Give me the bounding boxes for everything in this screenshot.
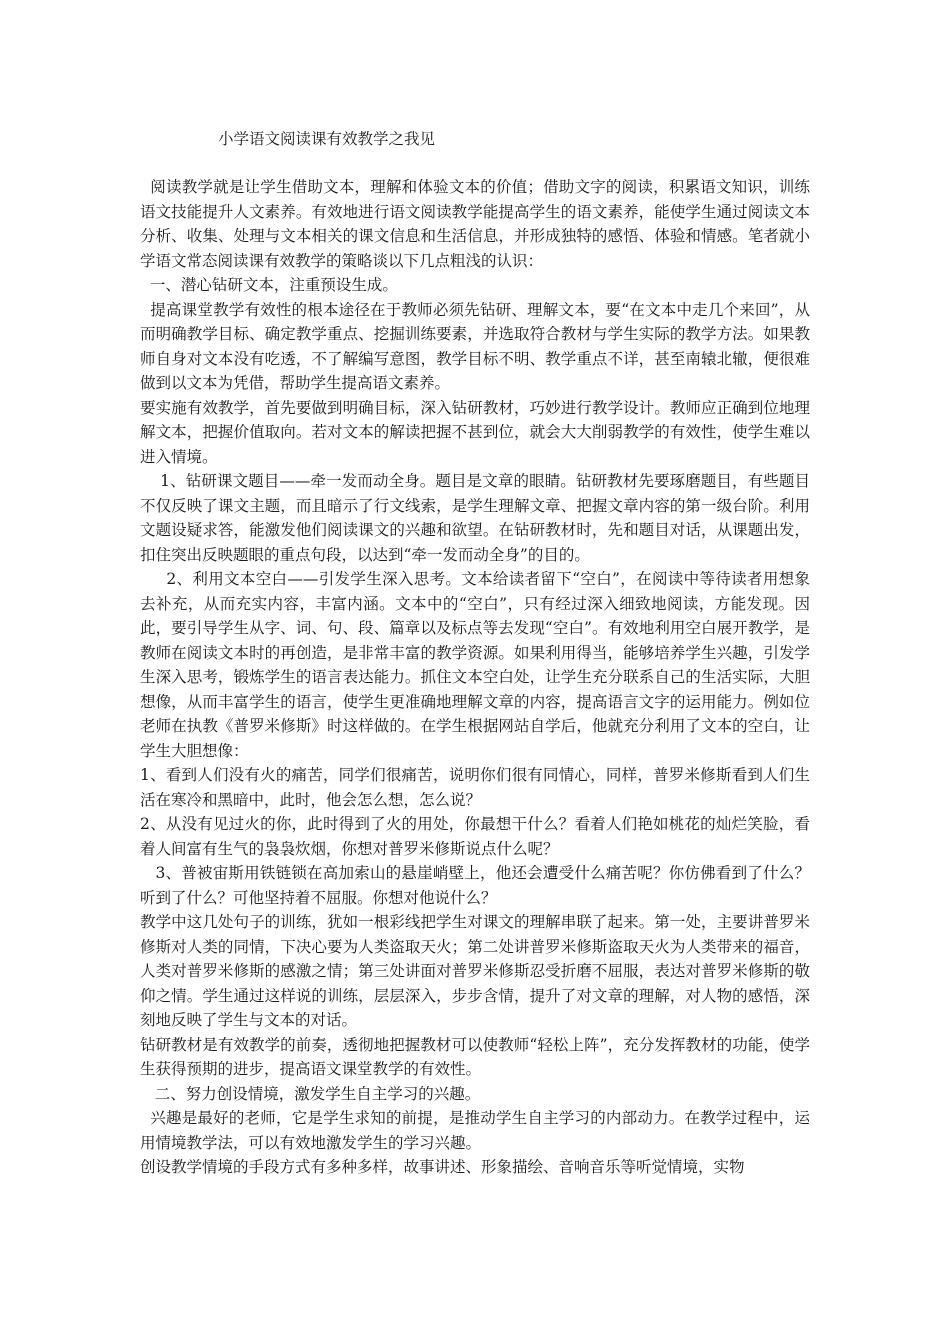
paragraph: 要实施有效教学，首先要做到明确目标，深入钻研教材，巧妙进行教学设计。教师应正确到位地理解文本，把握价值取向。若对文本的解读把握不甚到位，就会大大削弱教学的有效性，使学生难以进入情境。 xyxy=(140,398,810,466)
list-item: 1、看到人们没有火的痛苦，同学们很痛苦，说明你们很有同情心，同样，普罗米修斯看到人们生活在寒冷和黑暗中，此时，他会怎么想，怎么说？ xyxy=(140,766,810,809)
paragraph-point-2: 2、利用文本空白——引发学生深入思考。文本给读者留下“空白”，在阅读中等待读者用想象去补充，从而充实内容，丰富内涵。文本中的“空白”，只有经过深入细致地阅读，方能发现。因此，要引导学生从字、词、句、段、篇章以及标点等去发现“空白”。有效地利用空白展开教学，是教师在阅读文本时的再创造，是非常丰富的教学资源。如果利用得当，能够培养学生兴趣，引发学生深入思考，锻炼学生的语言表达能力。抓住文本空白处，让学生充分联系自己的生活实际，大胆想像，从而丰富学生的语言，使学生更准确地理解文章的内容，提高语言文字的运用能力。例如位老师在执教《普罗米修斯》时这样做的。在学生根据网站自学后，他就充分利用了文本的空白，让学生大胆想像： xyxy=(140,570,810,760)
paragraph: 教学中这几处句子的训练，犹如一根彩线把学生对课文的理解串联了起来。第一处，主要讲普罗米修斯对人类的同情，下决心要为人类盗取天火；第二处讲普罗米修斯盗取天火为人类带来的福音，人类对普罗米修斯的感激之情；第三处讲面对普罗米修斯忍受折磨不屈服，表达对普罗米修斯的敬仰之情。学生通过这样说的训练，层层深入，步步含情，提升了对文章的理解，对人物的感悟，深刻地反映了学生与文本的对话。 xyxy=(140,913,810,1029)
paragraph: 钻研教材是有效教学的前奏，透彻地把握教材可以使教师“轻松上阵”，充分发挥教材的功能，使学生获得预期的进步，提高语文课堂教学的有效性。 xyxy=(140,1035,810,1078)
list-item: 3、普被宙斯用铁链锁在高加索山的悬崖峭壁上，他还会遭受什么痛苦呢？你仿佛看到了什么？听到了什么？可他坚持着不屈服。你想对他说什么？ xyxy=(140,864,810,907)
list-item: 2、从没有见过火的你，此时得到了火的用处，你最想干什么？看着人们艳如桃花的灿烂笑脸，看着人间富有生气的袅袅炊烟，你想对普罗米修斯说点什么呢？ xyxy=(140,815,810,858)
section-heading-1: 一、潜心钻研文本，注重预设生成。 xyxy=(140,276,398,294)
paragraph-intro: 阅读教学就是让学生借助文本，理解和体验文本的价值；借助文字的阅读，积累语文知识，训练语文技能提升人文素养。有效地进行语文阅读教学能提高学生的语文素养，能使学生通过阅读文本分析、收集、处理与文本相关的课文信息和生活信息，并形成独特的感悟、体验和情感。笔者就小学语文常态阅读课有效教学的策略谈以下几点粗浅的认识： xyxy=(140,178,810,270)
document-body xyxy=(140,175,810,1180)
paragraph: 提高课堂教学有效性的根本途径在于教师必须先钻研、理解文本，要“在文本中走几个来回”，从而明确教学目标、确定教学重点、挖掘训练要素，并选取符合教材与学生实际的教学方法。如果教师自身对文本没有吃透，不了解编写意图，教学目标不明、教学重点不详，甚至南辕北辙，便很难做到以文本为凭借，帮助学生提高语文素养。 xyxy=(140,300,810,392)
section-heading-2: 二、努力创设情境，激发学生自主学习的兴趣。 xyxy=(140,1084,481,1103)
paragraph: 创设教学情境的手段方式有多种多样，故事讲述、形象描绘、音响音乐等听觉情境，实物 xyxy=(140,1158,745,1176)
paragraph: 兴趣是最好的老师，它是学生求知的前提，是推动学生自主学习的内部动力。在教学过程中，运用情境教学法，可以有效地激发学生的学习兴趣。 xyxy=(140,1109,810,1152)
document-title: 小学语文阅读课有效教学之我见 xyxy=(218,130,436,148)
paragraph-point-1: 1、钻研课文题目——牵一发而动全身。题目是文章的眼睛。钻研教材先要琢磨题目，有些题目不仅反映了课文主题，而且暗示了行文线索，是学生理解文章、把握文章内容的第一级台阶。利用文题设疑求答，能激发他们阅读课文的兴趣和欲望。在钻研教材时，先和题目对话，从课题出发，扣住突出反映题眼的重点句段，以达到“牵一发而动全身”的目的。 xyxy=(140,472,810,564)
